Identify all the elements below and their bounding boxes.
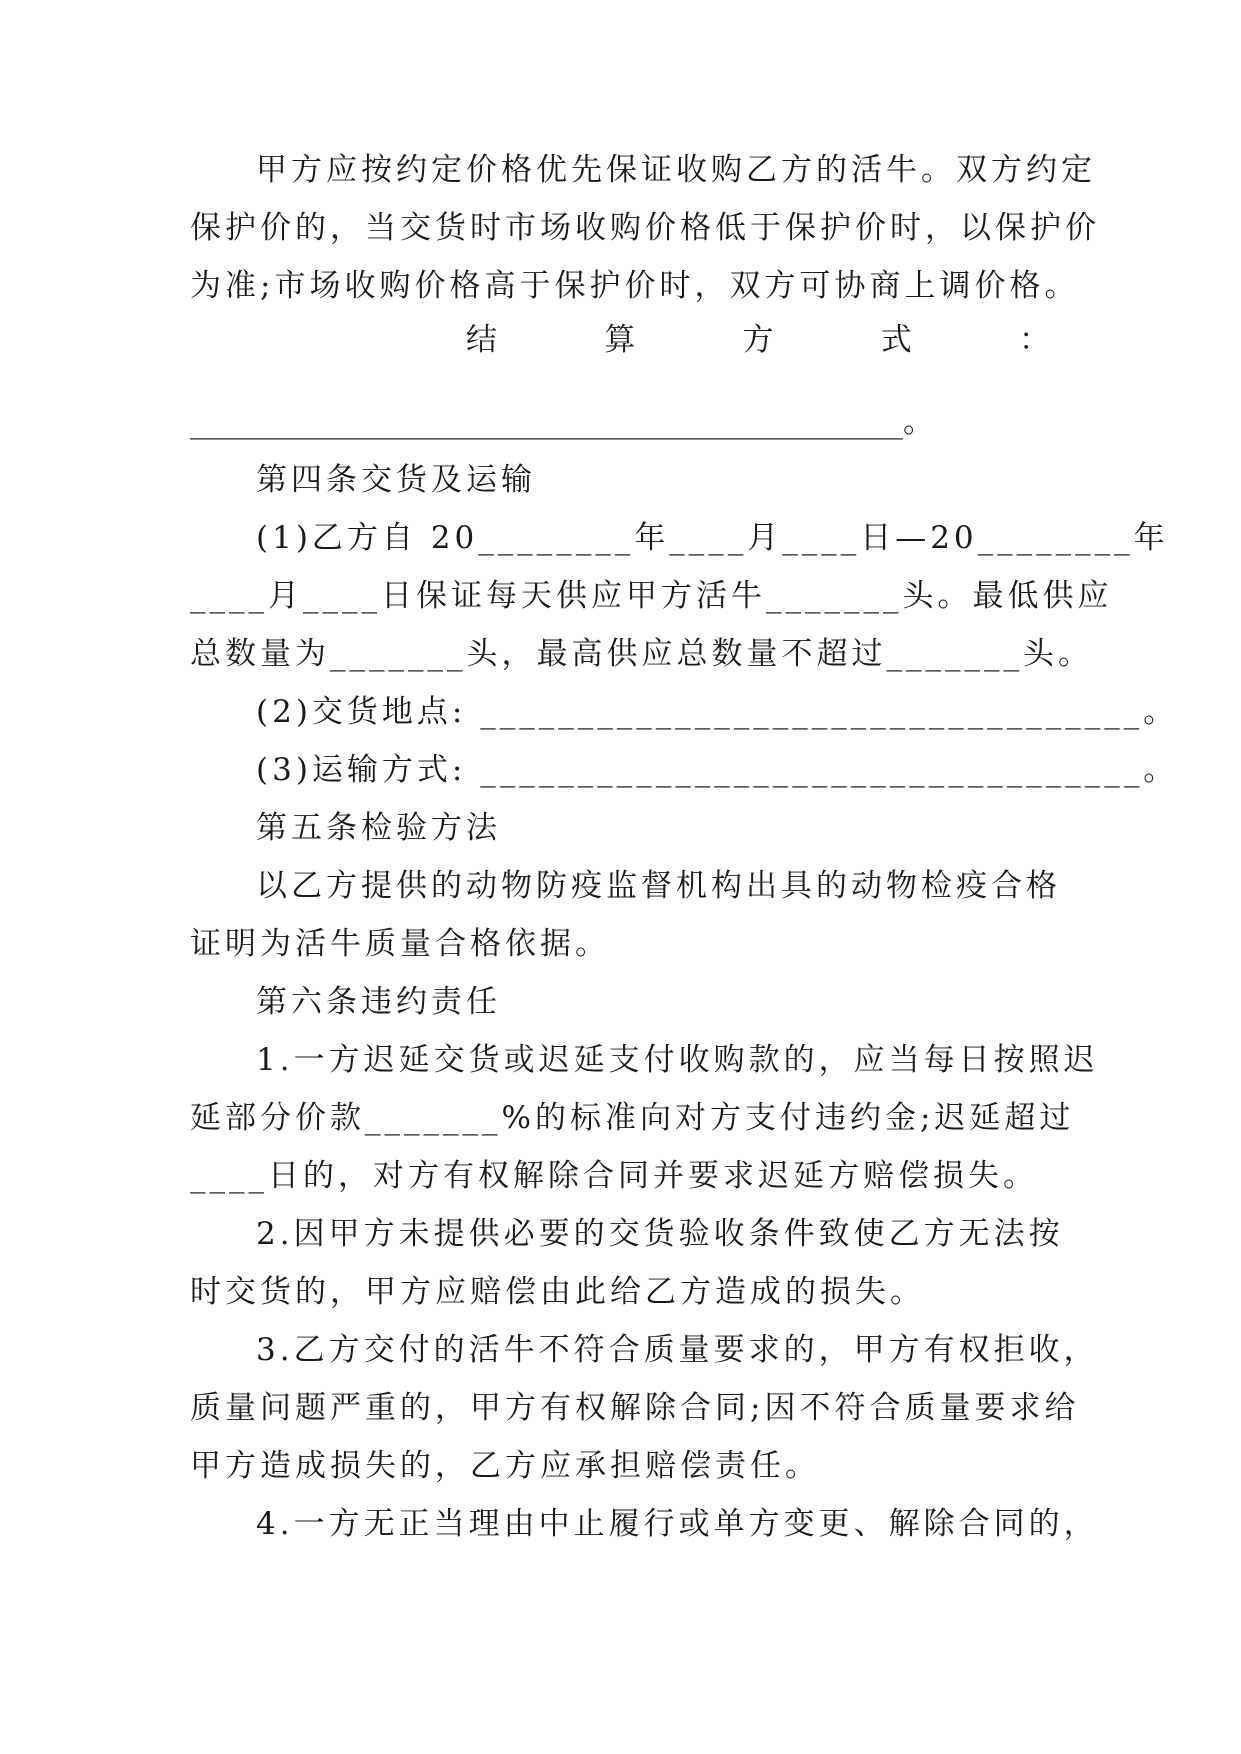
section-heading: 第六条违约责任 xyxy=(256,984,501,1020)
settlement-blank-line: ______________________________________________。 xyxy=(190,404,934,440)
paragraph-line: 甲方造成损失的，乙方应承担赔偿责任。 xyxy=(190,1448,820,1484)
paragraph-line: 质量问题严重的，甲方有权解除合同;因不符合质量要求给 xyxy=(190,1390,1080,1426)
paragraph-line: (1)乙方自 20________年____月____日—20________年 xyxy=(256,520,1169,556)
settlement-char: 方 xyxy=(742,322,774,358)
paragraph-line: 总数量为_______头，最高供应总数量不超过_______头。 xyxy=(190,636,1093,672)
settlement-char: 式 xyxy=(880,322,912,358)
paragraph-line: 延部分价款_______%的标准向对方支付违约金;迟延超过 xyxy=(190,1100,1075,1136)
section-heading: 第五条检验方法 xyxy=(256,810,501,846)
paragraph-line: 为准;市场收购价格高于保护价时，双方可协商上调价格。 xyxy=(190,268,1080,304)
settlement-char: 算 xyxy=(604,322,636,358)
paragraph-line: 保护价的，当交货时市场收购价格低于保护价时，以保护价 xyxy=(190,210,1100,246)
delivery-location-line: (2)交货地点: __________________________________。 xyxy=(256,694,1179,730)
settlement-method-heading xyxy=(466,318,1050,362)
section-heading: 第四条交货及运输 xyxy=(256,462,536,498)
transport-method-line: (3)运输方式: __________________________________。 xyxy=(256,752,1179,788)
paragraph-line: 2.因甲方未提供必要的交货验收条件致使乙方无法按 xyxy=(256,1216,1064,1252)
settlement-char: ： xyxy=(1019,322,1050,358)
paragraph-line: 3.乙方交付的活牛不符合质量要求的，甲方有权拒收， xyxy=(256,1332,1099,1368)
paragraph-line: 以乙方提供的动物防疫监督机构出具的动物检疫合格 xyxy=(256,868,1061,904)
paragraph-line: ____月____日保证每天供应甲方活牛_______头。最低供应 xyxy=(190,578,1113,614)
paragraph-line: 甲方应按约定价格优先保证收购乙方的活牛。双方约定 xyxy=(256,152,1096,188)
settlement-char: 结 xyxy=(466,322,497,358)
paragraph-line: 4.一方无正当理由中止履行或单方变更、解除合同的， xyxy=(256,1506,1099,1542)
paragraph-line: ____日的，对方有权解除合同并要求迟延方赔偿损失。 xyxy=(190,1158,1038,1194)
paragraph-line: 证明为活牛质量合格依据。 xyxy=(190,926,610,962)
paragraph-line: 1.一方迟延交货或迟延支付收购款的，应当每日按照迟 xyxy=(256,1042,1099,1078)
paragraph-line: 时交货的，甲方应赔偿由此给乙方造成的损失。 xyxy=(190,1274,925,1310)
